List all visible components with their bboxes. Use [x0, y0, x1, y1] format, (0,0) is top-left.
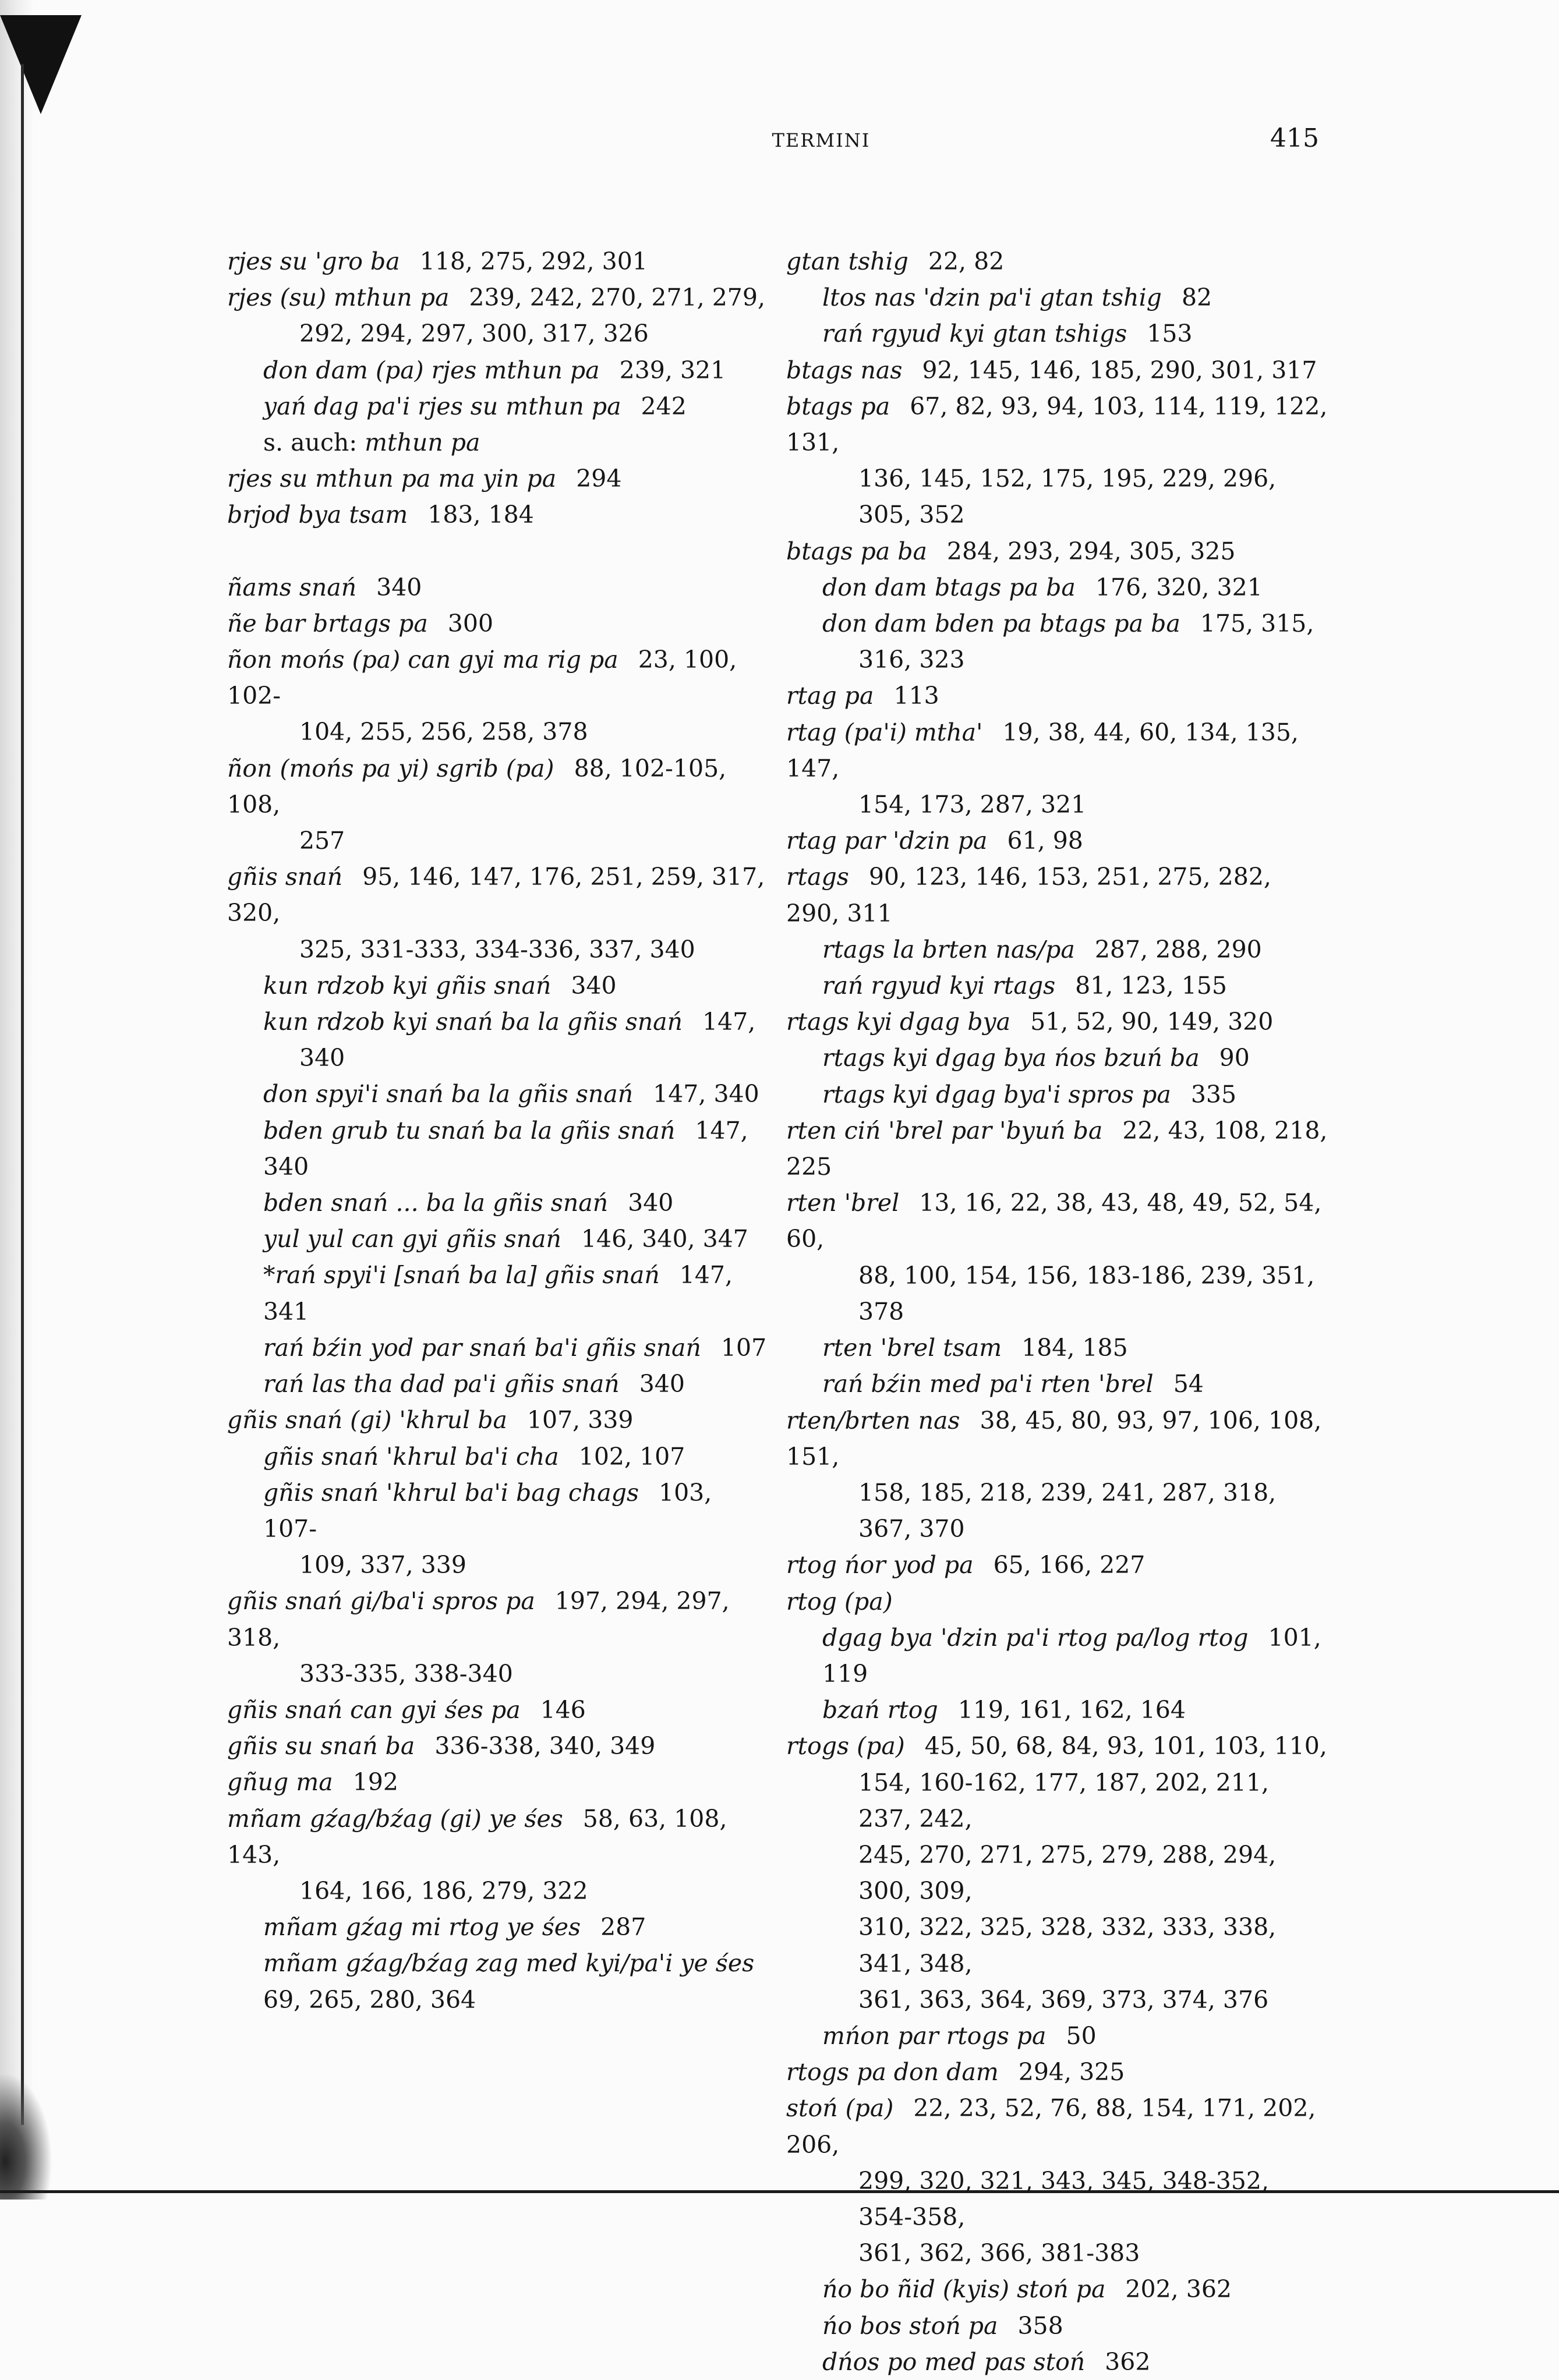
index-entry	[227, 1764, 769, 1800]
page-references: 103, 107-	[263, 1478, 720, 1543]
index-term: kun rdzob kyi gñis snań	[263, 971, 552, 1000]
page-references: 92, 145, 146, 185, 290, 301, 317	[922, 356, 1317, 384]
index-term: don dam btags pa ba	[822, 573, 1076, 601]
page-references: 146, 340, 347	[581, 1225, 748, 1253]
index-term: rjes su mthun pa ma yin pa	[227, 465, 557, 493]
index-entry	[227, 642, 769, 750]
index-subentry	[786, 316, 1328, 352]
index-column-right	[786, 243, 1335, 2380]
page-references: 65, 166, 227	[993, 1551, 1146, 1579]
index-term: rtogs (pa)	[786, 1732, 905, 1761]
index-subentry	[227, 1330, 769, 1366]
index-subentry	[227, 1909, 769, 1945]
index-term: gtan tshig	[786, 247, 908, 275]
index-term: kun rdzob kyi snań ba la gñis snań	[263, 1008, 683, 1036]
running-head: TERMINI	[772, 129, 871, 151]
index-term: gñis snań gi/ba'i spros pa	[227, 1587, 535, 1616]
index-entry	[786, 2090, 1328, 2271]
index-term: brjod bya tsam	[227, 501, 408, 529]
index-entry	[227, 1801, 769, 1910]
page-references: 107	[720, 1333, 767, 1362]
page-references: 287	[600, 1913, 646, 1942]
page-references: 294	[576, 465, 622, 493]
index-entry	[786, 1004, 1328, 1040]
index-entry	[227, 279, 769, 352]
page-references: 242	[641, 392, 687, 420]
page-references: 183, 184	[427, 501, 534, 529]
page-references: 335	[1190, 1080, 1237, 1108]
page-references: 38, 45, 80, 93, 97, 106, 108, 151,	[786, 1406, 1330, 1471]
index-entry	[227, 461, 769, 497]
page-references: 88, 102-105, 108,	[227, 754, 734, 819]
index-term: ñon mońs (pa) can gyi ma rig pa	[227, 646, 618, 674]
page-references: 23, 100, 102-	[227, 646, 745, 710]
index-entry	[786, 714, 1328, 823]
index-term: don dam (pa) rjes mthun pa	[263, 356, 600, 384]
page-references: 82	[1181, 284, 1212, 312]
page-references-continued: 316, 323	[858, 646, 965, 674]
page-references: 22, 23, 52, 76, 88, 154, 171, 202, 206,	[786, 2094, 1324, 2159]
index-subentry	[227, 388, 769, 424]
index-term: rań bźin yod par snań ba'i gñis snań	[263, 1333, 701, 1362]
page-references-continued: 136, 145, 152, 175, 195, 229, 296, 305, 352	[858, 465, 1277, 529]
page-references: 146	[540, 1695, 586, 1724]
page-references-continued: 299, 320, 321, 343, 345, 348-352, 354-358,	[858, 2166, 1270, 2231]
index-term: rtags kyi dgag bya	[786, 1008, 1011, 1036]
index-term: *rań spyi'i [snań ba la] gñis snań	[263, 1261, 660, 1290]
index-subentry	[786, 2308, 1328, 2344]
index-entry	[227, 859, 773, 968]
index-subentry	[786, 1330, 1328, 1366]
page-references: 147, 340	[653, 1080, 759, 1108]
index-term: stoń (pa)	[786, 2094, 894, 2123]
page-references: 95, 146, 147, 176, 251, 259, 317, 320,	[227, 863, 773, 927]
index-entry	[786, 823, 1328, 859]
index-entry	[786, 678, 1328, 714]
index-term: ńo bo ñid (kyis) stoń pa	[822, 2275, 1106, 2304]
index-term: ñe bar brtags pa	[227, 609, 428, 638]
page-references: 284, 293, 294, 305, 325	[946, 537, 1236, 565]
index-subentry	[227, 352, 769, 388]
page-references: 81, 123, 155	[1075, 972, 1227, 1000]
index-term: rtog (pa)	[786, 1587, 893, 1616]
page-references: 176, 320, 321	[1095, 573, 1263, 601]
index-subentry	[786, 1620, 1328, 1692]
page-references: 175, 315,	[1200, 610, 1314, 638]
index-term: mñam gźag/bźag (gi) ye śes	[227, 1804, 563, 1833]
page-references: 147, 341	[263, 1261, 741, 1326]
index-column-left	[227, 243, 773, 2018]
index-entry	[786, 1728, 1328, 2018]
page-references-continued: 292, 294, 297, 300, 317, 326	[299, 320, 649, 348]
index-subentry	[227, 1076, 769, 1112]
page-references: 22, 82	[928, 247, 1005, 275]
scan-blot	[0, 2073, 52, 2200]
index-term: rań rgyud kyi gtan tshigs	[822, 320, 1127, 348]
page-references-continued: 69, 265, 280, 364	[263, 1985, 476, 2014]
page-references: 51, 52, 90, 149, 320	[1030, 1008, 1274, 1036]
index-subentry	[786, 2344, 1328, 2380]
index-subentry	[227, 1113, 769, 1185]
page-edge-line	[21, 64, 24, 2125]
index-term: rań bźin med pa'i rten 'brel	[822, 1370, 1154, 1398]
index-term: gñis snań 'khrul ba'i bag chags	[263, 1478, 639, 1507]
page-references-continued: 104, 255, 256, 258, 378	[299, 718, 588, 746]
index-subentry	[786, 569, 1328, 605]
corner-mark	[0, 15, 82, 114]
index-term: mńon par rtogs pa	[822, 2021, 1047, 2050]
index-term: dgag bya 'dzin pa'i rtog pa/log rtog	[822, 1623, 1249, 1652]
see-also-prefix: s. auch:	[263, 428, 365, 457]
page-references-continued: 245, 270, 271, 275, 279, 288, 294, 300, 309,	[858, 1840, 1277, 1906]
index-term: ñon (mońs pa yi) sgrib (pa)	[227, 754, 554, 782]
index-subentry	[227, 1004, 769, 1076]
page-references: 90	[1219, 1044, 1250, 1072]
page-references: 294, 325	[1018, 2058, 1125, 2087]
page-references: 119, 161, 162, 164	[957, 1696, 1186, 1724]
index-subentry	[786, 968, 1328, 1004]
index-entry	[786, 533, 1328, 569]
page-references: 50	[1066, 2021, 1097, 2050]
page-references-continued: 361, 362, 366, 381-383	[858, 2239, 1140, 2268]
index-subentry	[786, 279, 1328, 316]
page-references: 102, 107	[578, 1442, 685, 1471]
index-term: rań las tha dad pa'i gñis snań	[263, 1370, 620, 1398]
index-entry	[786, 352, 1328, 388]
index-subentry	[227, 968, 769, 1004]
index-term: dńos po med pas stoń	[822, 2347, 1086, 2376]
index-term: yań dag pa'i rjes su mthun pa	[263, 392, 621, 420]
page-references: 340	[376, 573, 422, 601]
index-term: rten/brten nas	[786, 1406, 960, 1435]
page-references: 147, 340	[263, 1116, 756, 1181]
index-entry	[227, 497, 769, 533]
page-references: 300	[447, 609, 494, 638]
index-term: rtags la brten nas/pa	[822, 935, 1075, 964]
index-subentry	[227, 1439, 769, 1475]
index-term: gñis snań (gi) 'khrul ba	[227, 1406, 507, 1435]
index-entry	[227, 1728, 769, 1764]
index-entry	[786, 1185, 1328, 1330]
index-subentry	[786, 1366, 1328, 1402]
index-entry	[786, 243, 1328, 279]
index-entry	[786, 1547, 1328, 1583]
index-term: rten ciń 'brel par 'byuń ba	[786, 1116, 1103, 1145]
index-subentry	[227, 1366, 769, 1402]
page-references: 22, 43, 108, 218, 225	[786, 1116, 1335, 1181]
index-term: ltos nas 'dzin pa'i gtan tshig	[822, 284, 1162, 312]
index-entry	[786, 2054, 1328, 2090]
index-term: bden grub tu snań ba la gñis snań	[263, 1116, 676, 1145]
page-references: 153	[1147, 320, 1193, 348]
index-subentry	[786, 1692, 1328, 1728]
page-references-continued: 333-335, 338-340	[299, 1659, 513, 1688]
index-subentry	[227, 1475, 769, 1584]
page-references: 239, 242, 270, 271, 279,	[469, 284, 765, 312]
page-references: 67, 82, 93, 94, 103, 114, 119, 122, 131,	[786, 392, 1335, 457]
index-subentry	[786, 2271, 1328, 2307]
index-term: rtags kyi dgag bya ńos bzuń ba	[822, 1044, 1200, 1072]
index-term: rtag pa	[786, 682, 874, 710]
page-references: 202, 362	[1125, 2275, 1232, 2304]
page-references: 61, 98	[1007, 827, 1083, 855]
index-entry	[227, 605, 769, 642]
index-term: btags pa ba	[786, 537, 927, 565]
page-references: 118, 275, 292, 301	[419, 247, 648, 275]
page-references-continued: 109, 337, 339	[299, 1551, 466, 1579]
index-term: rtags kyi dgag bya'i spros pa	[822, 1080, 1171, 1108]
index-term: gñis su snań ba	[227, 1732, 415, 1761]
index-spacer	[227, 533, 769, 569]
index-term: rtag (pa'i) mtha'	[786, 718, 983, 746]
index-subentry	[786, 932, 1328, 968]
index-term: rań rgyud kyi rtags	[822, 972, 1056, 1000]
page-references: 340	[639, 1370, 685, 1398]
page-references: 197, 294, 297, 318,	[227, 1587, 737, 1652]
index-term: rtog ńor yod pa	[786, 1551, 974, 1579]
index-subentry	[786, 605, 1328, 678]
page-references: 362	[1105, 2347, 1151, 2376]
index-entry	[227, 1692, 769, 1728]
book-spine-shadow	[0, 0, 34, 2200]
index-term: rtogs pa don dam	[786, 2058, 999, 2087]
page-references: 239, 321	[619, 356, 726, 384]
page-references-continued: 88, 100, 154, 156, 183-186, 239, 351, 378	[858, 1261, 1315, 1326]
index-entry	[227, 569, 769, 605]
page-references: 113	[893, 682, 939, 710]
page-references-continued: 257	[299, 827, 345, 855]
page-references-continued: 154, 160-162, 177, 187, 202, 211, 237, 242,	[858, 1768, 1270, 1833]
page-references-continued: 154, 173, 287, 321	[858, 791, 1087, 819]
page-references: 19, 38, 44, 60, 134, 135, 147,	[786, 718, 1306, 782]
index-term: gñug ma	[227, 1768, 333, 1797]
index-term: rjes (su) mthun pa	[227, 284, 450, 312]
index-entry	[227, 1402, 769, 1438]
page-references: 147,	[702, 1008, 756, 1036]
index-term: btags pa	[786, 392, 890, 420]
page-references: 58, 63, 108, 143,	[227, 1804, 735, 1869]
index-term: rten 'brel	[786, 1189, 900, 1217]
index-term: gñis snań can gyi śes pa	[227, 1695, 521, 1724]
index-term: don dam bden pa btags pa ba	[822, 610, 1180, 638]
index-term: bden snań ... ba la gñis snań	[263, 1189, 609, 1217]
index-entry	[786, 1402, 1328, 1547]
page-references: 90, 123, 146, 153, 251, 275, 282, 290, 311	[786, 863, 1279, 927]
index-subentry	[227, 1945, 769, 2017]
index-subentry	[227, 424, 769, 461]
index-term: rten 'brel tsam	[822, 1334, 1002, 1362]
index-subentry	[227, 1221, 769, 1257]
page-references: 287, 288, 290	[1094, 935, 1262, 964]
page-references: 45, 50, 68, 84, 93, 101, 103, 110,	[924, 1732, 1327, 1761]
index-entry	[786, 859, 1328, 931]
index-term: btags nas	[786, 356, 903, 384]
index-term: rtags	[786, 863, 849, 891]
page-references-continued: 325, 331-333, 334-336, 337, 340	[299, 935, 695, 964]
index-term: rjes su 'gro ba	[227, 247, 400, 275]
page-references-continued: 340	[299, 1044, 345, 1072]
page-references: 101, 119	[822, 1623, 1329, 1688]
index-entry	[227, 1583, 769, 1692]
page-references: 336-338, 340, 349	[434, 1732, 656, 1761]
page-references: 340	[571, 971, 617, 1000]
page-references-continued: 361, 363, 364, 369, 373, 374, 376	[858, 1985, 1269, 2014]
index-entry	[786, 388, 1335, 533]
page-references: 13, 16, 22, 38, 43, 48, 49, 52, 54, 60,	[786, 1189, 1330, 1253]
index-term: mñam gźag/bźag zag med kyi/pa'i ye śes	[263, 1949, 755, 1978]
page-references: 184, 185	[1021, 1334, 1128, 1362]
page-references-continued: 310, 322, 325, 328, 332, 333, 338, 341, 348,	[858, 1913, 1277, 1978]
index-term: mñam gźag mi rtog ye śes	[263, 1913, 581, 1942]
index-entry	[227, 750, 769, 859]
index-term: ñams snań	[227, 573, 357, 601]
index-entry	[786, 1113, 1335, 1185]
page-references: 340	[628, 1189, 674, 1217]
index-entry	[786, 1584, 1328, 1620]
index-term: rtag par 'dzin pa	[786, 827, 988, 855]
index-term: gñis snań 'khrul ba'i cha	[263, 1442, 559, 1471]
index-subentry	[786, 2018, 1328, 2054]
page-references: 54	[1173, 1370, 1204, 1398]
index-term: ńo bos stoń pa	[822, 2311, 998, 2340]
index-subentry	[227, 1185, 769, 1221]
index-term: mthun pa	[365, 428, 480, 457]
index-term: gñis snań	[227, 863, 343, 891]
index-subentry	[786, 1040, 1328, 1076]
index-term: yul yul can gyi gñis snań	[263, 1225, 561, 1253]
page-references-continued: 164, 166, 186, 279, 322	[299, 1876, 588, 1905]
index-term: bzań rtog	[822, 1696, 938, 1724]
index-entry	[227, 243, 769, 279]
page-references: 107, 339	[526, 1406, 634, 1435]
page-number: 415	[1270, 123, 1319, 153]
page-references-continued: 158, 185, 218, 239, 241, 287, 318, 367, 370	[858, 1478, 1277, 1543]
page-references: 358	[1017, 2311, 1063, 2340]
index-term: don spyi'i snań ba la gñis snań	[263, 1080, 634, 1108]
page-references: 192	[352, 1768, 398, 1797]
index-subentry	[227, 1257, 769, 1329]
index-subentry	[786, 1076, 1328, 1113]
